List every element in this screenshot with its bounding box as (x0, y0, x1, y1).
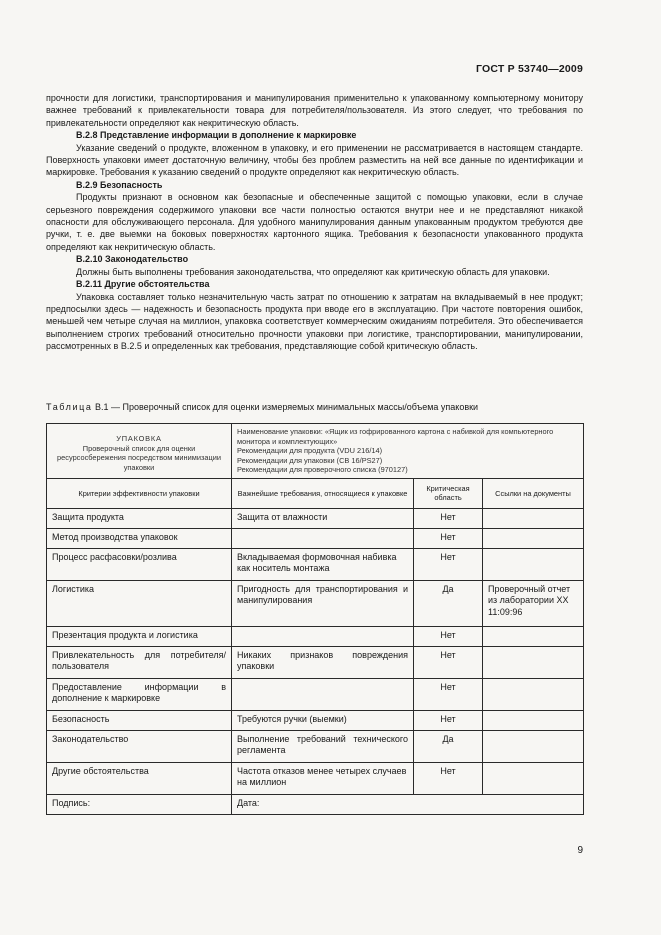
requirement-cell: Вкладываемая формовочная набивка как носитель монтажа (232, 548, 414, 580)
critical-cell: Нет (414, 626, 483, 646)
criterion-cell: Законодательство (47, 730, 232, 762)
section-heading: В.2.9 Безопасность (76, 179, 163, 190)
table-row (47, 580, 584, 626)
packaging-title: УПАКОВКА (116, 434, 162, 443)
table-caption (46, 402, 606, 412)
page-number: 9 (577, 845, 583, 856)
reference-cell (483, 528, 584, 548)
critical-cell: Да (414, 730, 483, 762)
signature-row (47, 794, 584, 814)
criterion-cell: Привлекательность для потребителя/пользователя (47, 646, 232, 678)
column-header: Критическая область (414, 478, 483, 508)
table-row (47, 626, 584, 646)
packaging-info-line: Рекомендации для упаковки (CB 16/PS27) (237, 455, 383, 465)
requirement-cell: Защита от влажности (232, 508, 414, 528)
requirement-cell (232, 678, 414, 710)
paragraph: Указание сведений о продукте, вложенном в упаковку, и его применении не рассматривается в настоящем стандарте. Поверхность упаковки имеет достаточную величину, чтобы без проблем разместить на ней все данные по идентификации и маркировке. Требования к указанию сведений о продукте определяют как некритическую область. (46, 142, 583, 178)
requirement-cell: Частота отказов менее четырех случаев на миллион (232, 762, 414, 794)
paragraph: Должны быть выполнены требования законодательства, что определяют как критическую область для упаковки. (76, 266, 550, 277)
criterion-cell: Безопасность (47, 710, 232, 730)
requirement-cell (232, 626, 414, 646)
packaging-subtitle: Проверочный список для оценки ресурсосбережения посредством минимизации упаковки (57, 443, 221, 472)
date-label: Дата: (232, 794, 584, 814)
table-row (47, 678, 584, 710)
table-row (47, 528, 584, 548)
table-row (47, 730, 584, 762)
criterion-cell: Защита продукта (47, 508, 232, 528)
column-header: Важнейшие требования, относящиеся к упаковке (232, 478, 414, 508)
critical-cell: Нет (414, 678, 483, 710)
signature-label: Подпись: (47, 794, 232, 814)
criterion-cell: Презентация продукта и логистика (47, 626, 232, 646)
critical-cell: Нет (414, 508, 483, 528)
requirement-cell (232, 528, 414, 548)
reference-cell (483, 548, 584, 580)
reference-cell (483, 678, 584, 710)
requirement-cell: Выполнение требований технического регламента (232, 730, 414, 762)
section-heading: В.2.8 Представление информации в дополнение к маркировке (76, 130, 357, 141)
table-row (47, 710, 584, 730)
reference-cell (483, 730, 584, 762)
critical-cell: Да (414, 580, 483, 626)
reference-cell (483, 710, 584, 730)
critical-cell: Нет (414, 646, 483, 678)
section-heading: В.2.11 Другие обстоятельства (76, 279, 210, 290)
table-caption-text: В.1 — Проверочный список для оценки измеряемых минимальных массы/объема упаковки (95, 402, 479, 412)
body-text (46, 92, 583, 353)
table-caption-label: Таблица (46, 402, 93, 412)
criterion-cell: Предоставление информации в дополнение к маркировке (47, 678, 232, 710)
critical-cell: Нет (414, 528, 483, 548)
section-heading: В.2.10 Законодательство (76, 254, 189, 265)
critical-cell: Нет (414, 710, 483, 730)
reference-cell (483, 626, 584, 646)
packaging-info-cell (232, 424, 584, 479)
table-header-row (47, 424, 584, 479)
requirement-cell: Пригодность для транспортирования и манипулирования (232, 580, 414, 626)
table-row (47, 548, 584, 580)
column-header-row (47, 478, 584, 508)
paragraph: Упаковка составляет только незначительную часть затрат по отношению к затратам на вкладываемый в нее продукт; предпосылки здесь — надежность и безопасность продукта при вводе его в эксплуатацию. При частоте повторения ошибок, меньшей чем четыре случая на миллион, упаковка соответствует коммерческим ожиданиям потребителя. Это обеспечивается выполнением строгих требований относительно прочности упаковки при логистике, транспортировании, манипулировании, рассмотренных в В.2.5 и определенных как требования, представляющие собой критическую область. (46, 291, 583, 352)
reference-cell (483, 508, 584, 528)
packaging-title-cell (47, 424, 232, 479)
reference-cell (483, 646, 584, 678)
criterion-cell: Процесс расфасовки/розлива (47, 548, 232, 580)
table-row (47, 762, 584, 794)
requirement-cell: Никаких признаков повреждения упаковки (232, 646, 414, 678)
table-row (47, 646, 584, 678)
requirement-cell: Требуются ручки (выемки) (232, 710, 414, 730)
reference-cell (483, 762, 584, 794)
paragraph: прочности для логистики, транспортирования и манипулирования применительно к упакованному компьютерному монитору важнее требований к привлекательности товара для потребителя/пользователя. Из этого следует, что требования по привлекательности определяют как некритическую область. (46, 93, 583, 128)
reference-cell: Проверочный отчет из лаборатории XX 11:09:96 (483, 580, 584, 626)
criterion-cell: Логистика (47, 580, 232, 626)
table-row (47, 508, 584, 528)
packaging-info-line: Наименование упаковки: «Ящик из гофрированного картона с набивкой для компьютерного монитора и комплектующих» (237, 427, 554, 446)
packaging-info-line: Рекомендации для проверочного списка (970127) (237, 465, 408, 475)
column-header: Критерии эффективности упаковки (47, 478, 232, 508)
critical-cell: Нет (414, 762, 483, 794)
checklist-table (46, 423, 584, 815)
criterion-cell: Метод производства упаковок (47, 528, 232, 548)
document-number: ГОСТ Р 53740—2009 (475, 63, 583, 75)
paragraph: Продукты признают в основном как безопасные и обеспеченные защитой с помощью упаковки, если в случае серьезного повреждения содержимого упаковки все части полностью остаются внутри нее и не представляют никакой опасности для обслуживающего персонала. Для удобного манипулирования данным упакованным продуктом требуются две ручки, т. е. две выемки на боковых поверхностях картонного ящика. Требования к безопасности упакованного продукта определяют как некритическую область. (46, 192, 583, 252)
criterion-cell: Другие обстоятельства (47, 762, 232, 794)
critical-cell: Нет (414, 548, 483, 580)
packaging-info-line: Рекомендации для продукта (VDU 216/14) (237, 446, 383, 456)
column-header: Ссылки на документы (483, 478, 584, 508)
